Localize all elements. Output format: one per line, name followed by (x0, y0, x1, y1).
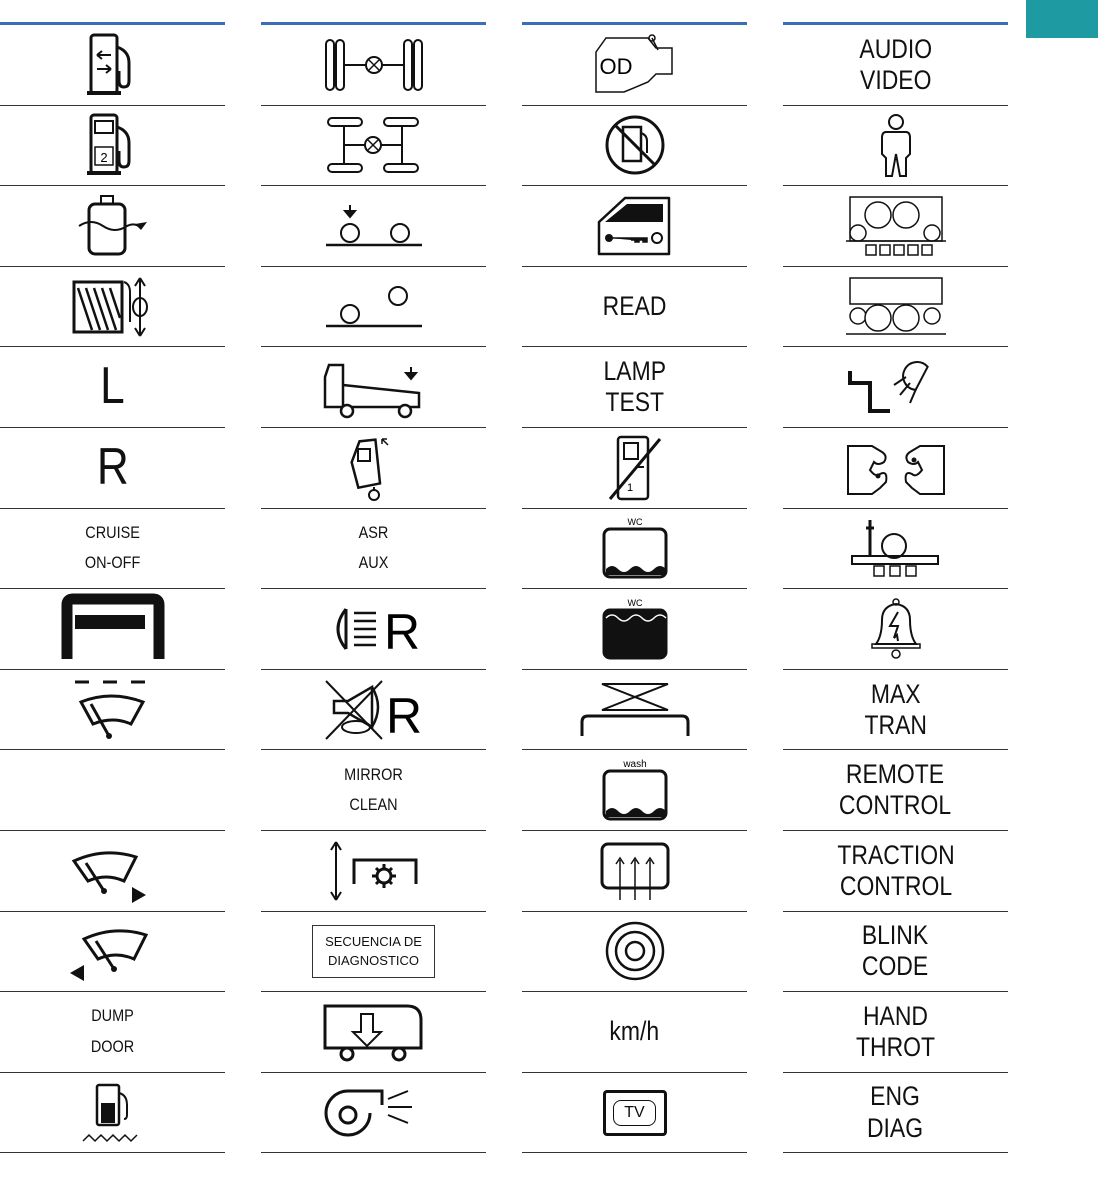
symbol-cell (0, 186, 225, 267)
symbol-cell (522, 1073, 747, 1154)
symbol-cell (783, 589, 1008, 670)
symbol-cell (522, 750, 747, 831)
lift-axle-up-icon (322, 282, 426, 332)
trailer-crane-icon (844, 516, 948, 580)
windshield-wiper-intermittent-icon (73, 678, 153, 742)
symbol-cell (0, 589, 225, 670)
text-line: BLINK (862, 920, 929, 951)
symbol-text-kmh (610, 1016, 660, 1047)
diagnostic-sequence-label (312, 925, 435, 978)
concentric-circles-icon (603, 919, 667, 983)
symbol-column-4 (783, 22, 1008, 1153)
axle-differential-lock-icon (322, 36, 426, 94)
trailer-lift-axles-icon (844, 193, 948, 259)
tank-label: WC (627, 517, 642, 528)
symbol-cell (522, 670, 747, 751)
alarm-bell-icon (866, 596, 926, 662)
text-line: km/h (609, 1016, 660, 1047)
symbol-cell (783, 670, 1008, 751)
symbol-cell (261, 670, 486, 751)
text-line: DUMP (91, 1006, 134, 1026)
symbol-cell (0, 106, 225, 187)
symbol-cell (783, 750, 1008, 831)
winch-icon (68, 274, 158, 340)
symbol-cell (261, 186, 486, 267)
symbol-cell (261, 589, 486, 670)
symbol-cell (0, 992, 225, 1073)
person-icon (876, 112, 916, 178)
bus-unload-icon (319, 1000, 429, 1064)
text-line: CONTROL (839, 790, 952, 821)
door-key-icon (595, 194, 675, 258)
symbol-cell (0, 1073, 225, 1154)
wc-tank-full-icon (600, 596, 670, 662)
symbol-cell (522, 509, 747, 590)
suspension-height-adjust-icon (322, 838, 426, 904)
symbol-cell (0, 25, 225, 106)
text-line: ENG (870, 1081, 921, 1112)
symbol-cell (783, 509, 1008, 590)
symbol-text-mirror-clean (344, 760, 403, 821)
symbol-cell (261, 25, 486, 106)
text-line: CODE (862, 951, 929, 982)
symbol-text-max-tran (864, 679, 926, 741)
symbol-cell (261, 750, 486, 831)
symbol-cell (0, 670, 225, 751)
text-line: L (100, 357, 125, 416)
empty-cell (0, 750, 225, 831)
tank-label: WC (627, 597, 642, 608)
symbol-cell (261, 347, 486, 428)
symbol-cell (522, 831, 747, 912)
bunk-bed-icon (61, 597, 165, 661)
text-line: R (96, 437, 129, 496)
symbol-cell (783, 106, 1008, 187)
symbol-cell (0, 428, 225, 509)
symbol-text-asr-aux (359, 518, 389, 579)
symbol-cell (783, 428, 1008, 509)
text-line: CONTROL (839, 870, 952, 901)
dump-body-down-icon (319, 355, 429, 419)
fuel-pump-2-icon (83, 113, 143, 177)
symbol-text-remote-control (839, 759, 951, 821)
text-line: TRAN (864, 709, 927, 740)
symbol-cell (783, 25, 1008, 106)
symbol-cell (783, 831, 1008, 912)
tank-label: wash (622, 759, 647, 771)
fuel-heater-icon (81, 1081, 145, 1145)
symbol-cell (522, 186, 747, 267)
text-line: MAX (870, 678, 921, 709)
text-line: AUX (358, 553, 389, 573)
fluid-reservoir-level-icon (73, 194, 153, 258)
symbol-cell (783, 347, 1008, 428)
symbol-cell (0, 509, 225, 590)
symbol-cell (522, 347, 747, 428)
text-line: THROT (855, 1031, 936, 1062)
symbol-cell (522, 428, 747, 509)
text-line: ON-OFF (84, 553, 141, 573)
symbol-cell (261, 267, 486, 348)
symbol-cell (522, 106, 747, 187)
fuel-selector-1-off-icon (600, 433, 670, 503)
text-line: CRUISE (85, 522, 140, 542)
cab-tilt-icon (344, 435, 404, 501)
symbol-text-lamp-test (603, 356, 666, 418)
text-line: DOOR (90, 1036, 135, 1056)
text-line: CLEAN (349, 795, 398, 815)
symbol-cell (0, 267, 225, 348)
rear-letter: R (383, 603, 420, 660)
symbol-cell (261, 992, 486, 1073)
step-light-icon (844, 355, 948, 419)
text-line: VIDEO (859, 64, 932, 95)
selector-number: 1 (626, 481, 633, 494)
symbol-text-traction-control (837, 840, 954, 902)
text-line: REMOTE (846, 759, 945, 790)
symbol-text-audio-video (859, 34, 932, 96)
symbol-cell (783, 1073, 1008, 1154)
text-line: READ (602, 291, 667, 322)
text-line: TEST (605, 387, 664, 418)
symbol-cell (261, 831, 486, 912)
symbol-cell (0, 912, 225, 993)
symbol-text-read (603, 291, 667, 322)
text-line: TRACTION (836, 839, 955, 870)
text-line: DIAG (867, 1112, 924, 1143)
section-tab (1026, 0, 1098, 38)
symbol-cell (522, 267, 747, 348)
fuel-pump-transfer-icon (83, 33, 143, 97)
wash-tank-icon (600, 757, 670, 823)
symbol-cell (783, 267, 1008, 348)
wiper-right-arrow-icon (68, 841, 158, 901)
horn-off-r-icon (322, 677, 426, 743)
symbol-cell (261, 1073, 486, 1154)
text-line: ASR (358, 522, 389, 542)
symbol-column-3 (522, 22, 747, 1153)
text-line: AUDIO (859, 33, 932, 64)
symbol-cell (522, 912, 747, 993)
symbol-cell (783, 992, 1008, 1073)
coupling-icon (844, 438, 948, 498)
symbol-text-R (97, 438, 129, 498)
tv-icon (603, 1090, 667, 1136)
symbol-cell (783, 186, 1008, 267)
fifth-wheel-lift-icon (580, 680, 690, 740)
symbol-text-eng-diag (867, 1081, 923, 1143)
text-line: DIAGNOSTICO (327, 953, 419, 969)
chassis-differential-lock-icon (322, 114, 426, 176)
symbol-text-cruise (85, 518, 140, 579)
symbol-text-dump-door (91, 1001, 134, 1062)
trailer-axles-icon (844, 276, 948, 338)
symbol-cell (0, 347, 225, 428)
heated-window-icon (598, 838, 672, 904)
symbol-cell (261, 106, 486, 187)
symbol-cell (261, 509, 486, 590)
symbol-text-L (100, 357, 125, 417)
symbol-cell (522, 992, 747, 1073)
text-line: LAMP (603, 356, 666, 387)
symbol-cell (522, 589, 747, 670)
symbol-text-blink-code (862, 920, 928, 982)
symbol-column-2 (261, 22, 486, 1153)
symbol-cell (522, 25, 747, 106)
blower-fan-icon (322, 1083, 426, 1143)
tv-label: TV (613, 1100, 655, 1126)
overdrive-od-icon (590, 32, 680, 98)
symbol-cell (261, 428, 486, 509)
lift-axle-down-icon (322, 201, 426, 251)
text-line: SECUENCIA DE (325, 933, 422, 949)
rear-fog-lamp-r-icon (322, 599, 426, 659)
symbol-cell (261, 912, 486, 993)
od-label: OD (599, 53, 632, 79)
symbol-cell (783, 912, 1008, 993)
wc-tank-low-icon (600, 515, 670, 581)
symbol-cell (0, 831, 225, 912)
symbol-column-1 (0, 22, 225, 1153)
symbol-text-hand-throt (856, 1001, 935, 1063)
rear-letter: R (385, 687, 422, 744)
text-line: MIRROR (344, 764, 403, 784)
wiper-left-arrow-icon (68, 921, 158, 981)
pump-number: 2 (99, 150, 108, 166)
no-fueling-icon (603, 113, 667, 177)
text-line: HAND (862, 1000, 929, 1031)
